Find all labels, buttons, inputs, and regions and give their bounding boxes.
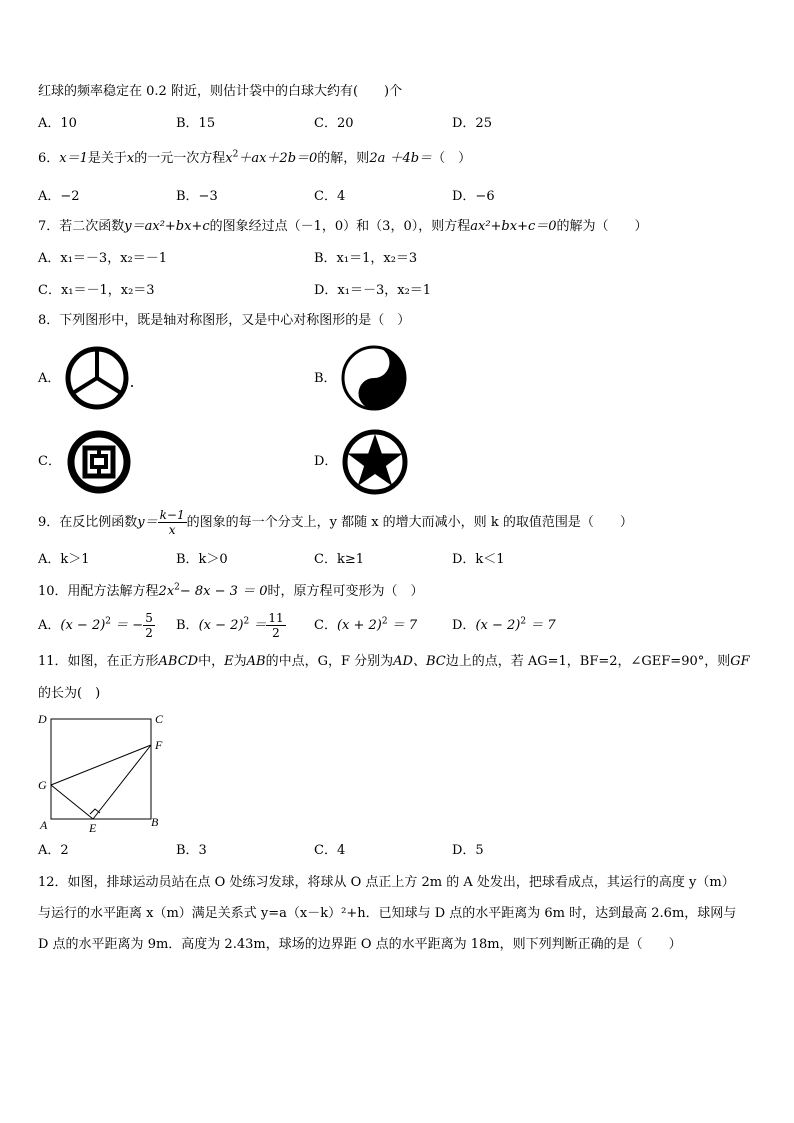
- q6-math-sup: 2: [232, 149, 239, 160]
- q5-option-c: C．20: [314, 116, 354, 131]
- q8-figure-c-coin-icon: [66, 428, 134, 496]
- q9-option-d: D．k＜1: [452, 552, 505, 567]
- q11-text-d: 的中点，G，F 分别为: [265, 654, 394, 669]
- q11-text-e: 边上的点，若 AG=1，BF=2，∠GEF=90°，则: [445, 654, 731, 669]
- q11-math-ab: AB: [246, 654, 266, 669]
- q9-math-y: y＝: [137, 515, 158, 530]
- q12-stem-line2: 与运行的水平距离 x（m）满足关系式 y=a（x－k）²+h．已知球与 D 点的水平距离为 6m 时，达到最高 2.6m，球网与: [38, 906, 737, 921]
- q9-denominator: x: [168, 523, 176, 537]
- q11-math-abcd: ABCD: [158, 654, 199, 669]
- q5-option-d: D．25: [452, 116, 492, 131]
- q9-stem: [38, 506, 633, 540]
- q10-option-a: [38, 606, 155, 646]
- q8-label-a: A．: [38, 371, 61, 386]
- q9-option-b: B．k＞0: [176, 552, 228, 567]
- q11-label-d: D: [38, 712, 47, 726]
- q8-stem: 8．下列图形中，既是轴对称图形，又是中心对称图形的是（ ）: [38, 313, 411, 328]
- q5-stem: 红球的频率稳定在 0.2 附近，则估计袋中的白球大约有( )个: [38, 84, 403, 99]
- q11-label-b: B: [151, 815, 159, 829]
- q10-option-b: [176, 606, 286, 646]
- q10-text-b: 时，原方程可变形为（ ）: [267, 584, 424, 599]
- q6-math-eq: ＋ax＋2b＝0: [238, 151, 318, 166]
- q7-text-a: 7．若二次函数: [38, 219, 125, 234]
- q8-label-b: B．: [314, 371, 337, 386]
- q9-text-a: 9．在反比例函数: [38, 515, 138, 530]
- q10-option-b-sup: 2: [243, 616, 250, 627]
- q10-math-a: 2x: [158, 584, 175, 599]
- q10-option-d-eq: ＝ 7: [530, 618, 556, 633]
- q11-text-c: 为: [233, 654, 247, 669]
- q10-option-d-lhs: (x − 2): [475, 618, 521, 633]
- q10-option-d-label: D．: [452, 618, 476, 633]
- q6-text-b: 的一元一次方程: [134, 151, 226, 166]
- q10-option-a-den: 2: [145, 626, 153, 640]
- q11-stem-line1: [38, 654, 750, 670]
- q11-label-c: C: [155, 712, 164, 726]
- q7-text-b: 的图象经过点（－1，0）和（3，0），则方程: [209, 219, 471, 234]
- q8-figure-d-star-icon: [340, 428, 410, 496]
- q10-stem: [38, 584, 424, 600]
- q7-stem: [38, 219, 648, 235]
- q12-stem-line1: 12．如图，排球运动员站在点 O 处练习发球，将球从 O 点正上方 2m 的 A 处发出，把球看成点，其运行的高度 y（m）: [38, 875, 735, 890]
- q10-option-d-sup: 2: [520, 616, 527, 627]
- q11-label-f: F: [155, 738, 163, 752]
- q11-option-c: C．4: [314, 843, 346, 858]
- q6-math-x2: x: [225, 151, 233, 166]
- q10-option-c: [314, 606, 417, 646]
- q7-math-eq: ax²+bx+c＝0: [470, 219, 557, 234]
- q8-label-d: D．: [314, 454, 338, 469]
- q10-option-a-sup: 2: [105, 616, 112, 627]
- q7-option-c: C．x₁＝－1，x₂＝3: [38, 283, 155, 298]
- q11-square-diagram: [34, 708, 174, 836]
- q10-option-d: [452, 606, 556, 646]
- q6-option-c: C．4: [314, 189, 346, 204]
- q12-stem-line3: D 点的水平距离为 9m．高度为 2.43m，球场的边界距 O 点的水平距离为 18m，则下列判断正确的是（ ）: [38, 937, 682, 952]
- q11-label-g: G: [38, 778, 47, 792]
- q6-text-c: 的解，则: [317, 151, 370, 166]
- q9-option-a: A．k＞1: [38, 552, 90, 567]
- q7-option-a: A．x₁＝－3，x₂＝－1: [38, 251, 168, 266]
- q10-option-b-lhs: (x − 2): [198, 618, 244, 633]
- q7-option-b: B．x₁＝1，x₂＝3: [314, 251, 418, 266]
- q11-option-b: B．3: [176, 843, 207, 858]
- q10-option-c-eq: ＝ 7: [391, 618, 418, 633]
- q11-label-a: A: [40, 818, 48, 832]
- q10-text-a: 10．用配方法解方程: [38, 584, 159, 599]
- q11-option-d: D．5: [452, 843, 484, 858]
- q11-math-gf: GF: [730, 654, 750, 669]
- q11-math-e: E: [224, 654, 234, 669]
- q11-text-b: 中，: [198, 654, 225, 669]
- q10-option-b-fraction: [266, 611, 285, 640]
- q8-figure-a-mercedes-icon: [63, 345, 133, 411]
- q10-option-b-eq: ＝: [253, 618, 267, 633]
- q11-math-ad-bc: AD、BC: [393, 654, 446, 669]
- q6-option-b: B．−3: [176, 189, 218, 204]
- q10-option-c-sup: 2: [381, 616, 388, 627]
- q10-math-sup: 2: [174, 582, 180, 593]
- q9-option-c: C．k≥1: [314, 552, 364, 567]
- q7-option-d: D．x₁＝－3，x₂＝1: [314, 283, 432, 298]
- q10-option-c-label: C．: [314, 618, 337, 633]
- q6-math-x: x: [126, 151, 135, 166]
- q9-numerator: k−1: [159, 508, 185, 522]
- q9-text-b: 的图象的每一个分支上，y 都随 x 的增大而减小，则 k 的取值范围是（ ）: [186, 515, 633, 530]
- q10-option-a-lhs: (x − 2): [60, 618, 106, 633]
- q6-stem: [38, 151, 471, 167]
- q9-fraction: [158, 508, 187, 537]
- q11-label-e: E: [89, 821, 97, 835]
- q7-math-func: y＝ax²+bx+c: [124, 219, 210, 234]
- q11-stem-line2: 的长为( ): [38, 686, 101, 701]
- q10-option-a-fraction: [143, 611, 155, 640]
- q10-option-b-num: 11: [268, 611, 284, 625]
- q10-option-a-num: 5: [145, 611, 153, 625]
- q10-option-c-lhs: (x + 2): [336, 618, 382, 633]
- q6-text-d: （ ）: [432, 151, 472, 166]
- q5-option-b: B．15: [176, 116, 216, 131]
- q10-option-b-label: B．: [176, 618, 199, 633]
- q11-option-a: A．2: [38, 843, 69, 858]
- q8-label-c: C．: [38, 454, 61, 469]
- q5-option-a: A．10: [38, 116, 77, 131]
- q6-math-expr: 2a ＋4b＝: [369, 151, 433, 166]
- q10-math-b: − 8x − 3 ＝ 0: [179, 584, 268, 599]
- q7-text-c: 的解为（ ）: [556, 219, 648, 234]
- q6-option-a: A．−2: [38, 189, 80, 204]
- q10-option-a-eq: ＝ −: [115, 618, 144, 633]
- q10-option-a-label: A．: [38, 618, 61, 633]
- q8-figure-b-yin-yang-icon: [340, 344, 408, 412]
- q6-text-a: 是关于: [87, 151, 127, 166]
- q10-option-b-den: 2: [272, 626, 280, 640]
- q6-option-d: D．−6: [452, 189, 495, 204]
- q11-text-a: 11．如图，在正方形: [38, 654, 159, 669]
- q6-math-x1: x＝1: [59, 151, 88, 166]
- q6-number: 6．: [38, 151, 60, 166]
